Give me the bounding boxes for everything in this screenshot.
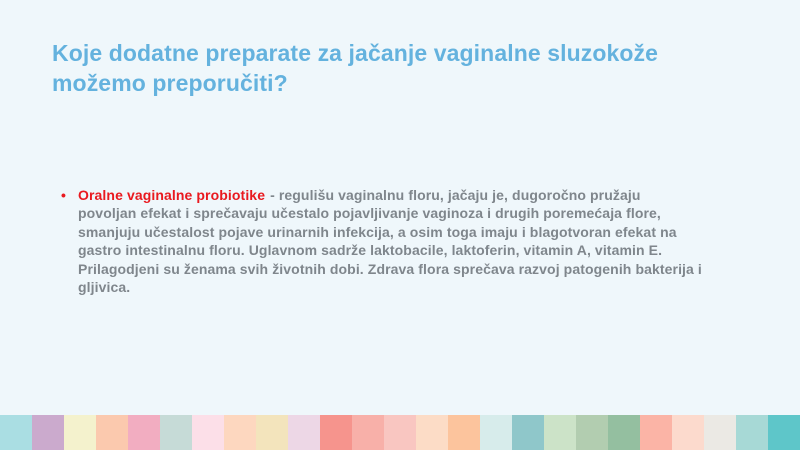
bullet-text-line2: povoljan efekat i sprečavaju učestalo pojavljivanje vaginoza i drugih poremećaja flore, — [78, 205, 661, 222]
palette-swatch — [256, 415, 288, 450]
bullet-lead-text: Oralne vaginalne probiotike — [78, 187, 266, 203]
bullet-text-line5: Prilagodjeni su ženama svih životnih dobi. Zdrava flora sprečava razvoj patogenih bakterija i — [78, 260, 702, 277]
palette-swatch — [288, 415, 320, 450]
palette-swatch — [0, 415, 32, 450]
palette-swatch — [640, 415, 672, 450]
palette-swatch — [608, 415, 640, 450]
palette-swatch — [32, 415, 64, 450]
bullet-text — [78, 186, 702, 296]
palette-swatch — [672, 415, 704, 450]
bullet-line1-rest: - regulišu vaginalnu floru, jačaju je, dugoročno pružaju — [270, 187, 641, 203]
palette-swatch — [448, 415, 480, 450]
slide-title-line2: možemo preporučiti? — [52, 70, 288, 96]
palette-swatch — [544, 415, 576, 450]
bullet-text-line6: gljivica. — [78, 279, 131, 296]
palette-swatch — [192, 415, 224, 450]
palette-swatch — [736, 415, 768, 450]
palette-swatch — [416, 415, 448, 450]
slide-title — [52, 38, 772, 98]
bullet-text-line4: gastro intestinalnu floru. Uglavnom sadrže laktobacile, laktoferin, vitamin A, vitamin E. — [78, 242, 663, 259]
palette-swatch — [128, 415, 160, 450]
palette-swatch — [96, 415, 128, 450]
bullet-marker: • — [61, 187, 66, 203]
palette-swatch — [384, 415, 416, 450]
palette-swatch — [768, 415, 800, 450]
palette-swatch — [512, 415, 544, 450]
bullet-text-line1 — [78, 186, 702, 204]
palette-strip — [0, 415, 800, 450]
palette-swatch — [576, 415, 608, 450]
palette-swatch — [224, 415, 256, 450]
palette-swatch — [320, 415, 352, 450]
bullet-text-line3: smanjuju učestalost pojave urinarnih infekcija, a osim toga imaju i blagotvoran efekat na — [78, 223, 677, 240]
palette-swatch — [352, 415, 384, 450]
palette-swatch — [704, 415, 736, 450]
palette-swatch — [160, 415, 192, 450]
palette-swatch — [64, 415, 96, 450]
palette-swatch — [480, 415, 512, 450]
slide-title-line1: Koje dodatne preparate za jačanje vaginalne sluzokože — [52, 40, 659, 66]
bullet-paragraph — [61, 186, 761, 296]
